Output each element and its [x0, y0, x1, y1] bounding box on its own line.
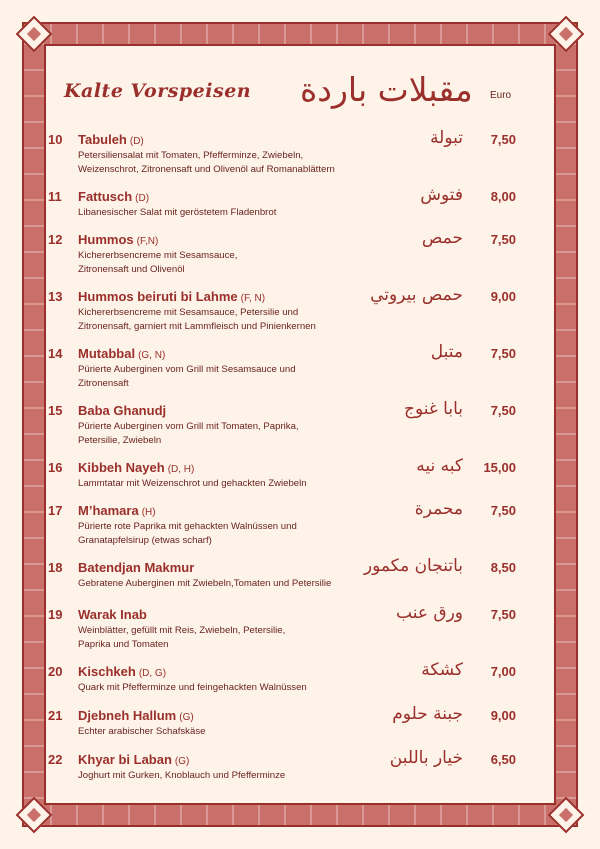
- item-description-line-2: Zitronensaft und Olivenöl: [78, 264, 185, 275]
- item-number: 19: [48, 607, 63, 622]
- item-description: [78, 725, 378, 739]
- item-name: [78, 346, 165, 361]
- item-name-arabic: كبه نيه: [416, 456, 463, 476]
- item-description-line-1: Echter arabischer Schafskäse: [78, 726, 206, 737]
- item-name-text: Tabuleh: [78, 132, 127, 147]
- item-name: [78, 560, 197, 575]
- item-name: [78, 189, 149, 204]
- item-allergens: (F, N): [240, 293, 266, 304]
- item-number: 20: [48, 664, 63, 679]
- item-number: 17: [48, 503, 63, 518]
- item-number: 12: [48, 232, 63, 247]
- item-number: 15: [48, 403, 63, 418]
- item-description: [78, 520, 378, 548]
- item-name-text: Khyar bi Laban: [78, 752, 172, 767]
- item-description-line-1: Pürierte Auberginen vom Grill mit Tomaten, Paprika,: [78, 421, 299, 432]
- item-allergens: (H): [141, 507, 156, 518]
- item-description: [78, 420, 378, 448]
- item-price: 8,50: [490, 560, 516, 575]
- item-name-arabic: حمص بيروتي: [370, 285, 463, 305]
- item-name: [78, 708, 194, 723]
- item-description-line-1: Kichererbsencreme mit Sesamsauce, Petersilie und: [78, 307, 299, 318]
- item-name-arabic: كشكة: [421, 660, 463, 680]
- item-name: [78, 132, 144, 147]
- item-description-line-1: Lammtatar mit Weizenschrot und gehackten Zwiebeln: [78, 478, 307, 489]
- item-name-arabic: بابا غنوج: [403, 399, 463, 419]
- item-name-text: Mutabbal: [78, 346, 136, 361]
- item-allergens: (D, H): [167, 464, 195, 475]
- item-description-line-2: Granatapfelsirup (etwas scharf): [78, 535, 212, 546]
- item-description: [78, 306, 378, 334]
- item-price: 8,00: [490, 189, 516, 204]
- item-description-line-1: Weinblätter, gefüllt mit Reis, Zwiebeln, Petersilie,: [78, 625, 286, 636]
- item-name-arabic: خيار باللبن: [389, 748, 463, 768]
- item-number: 16: [48, 460, 63, 475]
- item-name: [78, 503, 156, 518]
- item-price: 6,50: [490, 752, 516, 767]
- item-number: 22: [48, 752, 63, 767]
- item-name: [78, 607, 150, 622]
- item-description-line-2: Zitronensaft: [78, 378, 129, 389]
- item-price: 7,50: [490, 132, 516, 147]
- item-name: [78, 289, 265, 304]
- item-name-arabic: جبنة حلوم: [392, 704, 463, 724]
- item-price: 15,00: [483, 460, 516, 475]
- item-name-arabic: تبولة: [430, 128, 463, 148]
- item-price: 7,50: [490, 346, 516, 361]
- item-description: [78, 624, 378, 652]
- item-description-line-1: Petersiliensalat mit Tomaten, Pfefferminze, Zwiebeln,: [78, 150, 304, 161]
- item-description-line-2: Zitronensaft, garniert mit Lammfleisch und Pinienkernen: [78, 321, 316, 332]
- item-description: [78, 681, 378, 695]
- item-name-text: Kibbeh Nayeh: [78, 460, 165, 475]
- item-description-line-2: Weizenschrot, Zitronensaft und Olivenöl auf Romanablättern: [78, 164, 335, 175]
- item-price: 7,50: [490, 232, 516, 247]
- item-allergens: (G, N): [138, 350, 166, 361]
- item-name-arabic: فتوش: [420, 185, 463, 205]
- item-description-line-1: Pürierte rote Paprika mit gehackten Walnüssen und: [78, 521, 297, 532]
- item-name: [78, 752, 189, 767]
- item-number: 11: [48, 189, 62, 204]
- section-title-arabic: مقبلات باردة: [300, 70, 473, 109]
- item-name-arabic: محمرة: [414, 499, 463, 519]
- item-description: [78, 149, 378, 177]
- item-description: [78, 363, 378, 391]
- item-description: [78, 577, 378, 591]
- item-description: [78, 206, 378, 220]
- item-name: [78, 232, 158, 247]
- item-name-arabic: حمص: [421, 228, 463, 248]
- item-description-line-1: Joghurt mit Gurken, Knoblauch und Pfefferminze: [78, 770, 286, 781]
- item-allergens: (G): [174, 756, 190, 767]
- item-allergens: (D): [129, 136, 144, 147]
- item-number: 18: [48, 560, 63, 575]
- item-name: [78, 403, 169, 418]
- item-description: [78, 249, 378, 277]
- item-name-arabic: باتنجان مكمور: [363, 556, 463, 576]
- item-name-text: M’hamara: [78, 503, 139, 518]
- item-name-text: Warak Inab: [78, 607, 147, 622]
- item-name: [78, 460, 194, 475]
- item-number: 13: [48, 289, 63, 304]
- item-description: [78, 769, 378, 783]
- item-name-text: Baba Ghanudj: [78, 403, 167, 418]
- item-price: 9,00: [490, 708, 516, 723]
- item-allergens: (D): [135, 193, 150, 204]
- item-description-line-2: Paprika und Tomaten: [78, 639, 169, 650]
- item-name: [78, 664, 166, 679]
- item-number: 10: [48, 132, 63, 147]
- item-number: 21: [48, 708, 63, 723]
- item-allergens: (G): [179, 712, 194, 723]
- item-name-text: Kischkeh: [78, 664, 136, 679]
- item-name-text: Hummos: [78, 232, 134, 247]
- item-name-text: Hummos beiruti bi Lahme: [78, 289, 238, 304]
- item-price: 7,50: [490, 503, 516, 518]
- item-allergens: (F,N): [136, 236, 159, 247]
- item-name-arabic: ورق عنب: [396, 603, 463, 623]
- item-price: 7,00: [490, 664, 516, 679]
- item-price: 9,00: [490, 289, 516, 304]
- item-allergens: (D, G): [138, 668, 167, 679]
- item-number: 14: [48, 346, 63, 361]
- item-description-line-1: Quark mit Pfefferminze und feingehackten Walnüssen: [78, 682, 307, 693]
- item-price: 7,50: [490, 607, 516, 622]
- item-name-arabic: متبل: [430, 342, 463, 362]
- item-description-line-1: Pürierte Auberginen vom Grill mit Sesamsauce und: [78, 364, 296, 375]
- item-name-text: Djebneh Hallum: [78, 708, 177, 723]
- item-name-text: Batendjan Makmur: [78, 560, 195, 575]
- item-description: [78, 477, 378, 491]
- item-price: 7,50: [490, 403, 516, 418]
- item-description-line-2: Petersilie, Zwiebeln: [78, 435, 162, 446]
- item-description-line-1: Gebratene Auberginen mit Zwiebeln,Tomaten und Petersilie: [78, 578, 332, 589]
- item-description-line-1: Libanesischer Salat mit geröstetem Fladenbrot: [78, 207, 277, 218]
- currency-label: Euro: [490, 90, 512, 101]
- item-name-text: Fattusch: [78, 189, 133, 204]
- item-description-line-1: Kichererbsencreme mit Sesamsauce,: [78, 250, 238, 261]
- section-title-german: Kalte Vorspeisen: [64, 80, 252, 102]
